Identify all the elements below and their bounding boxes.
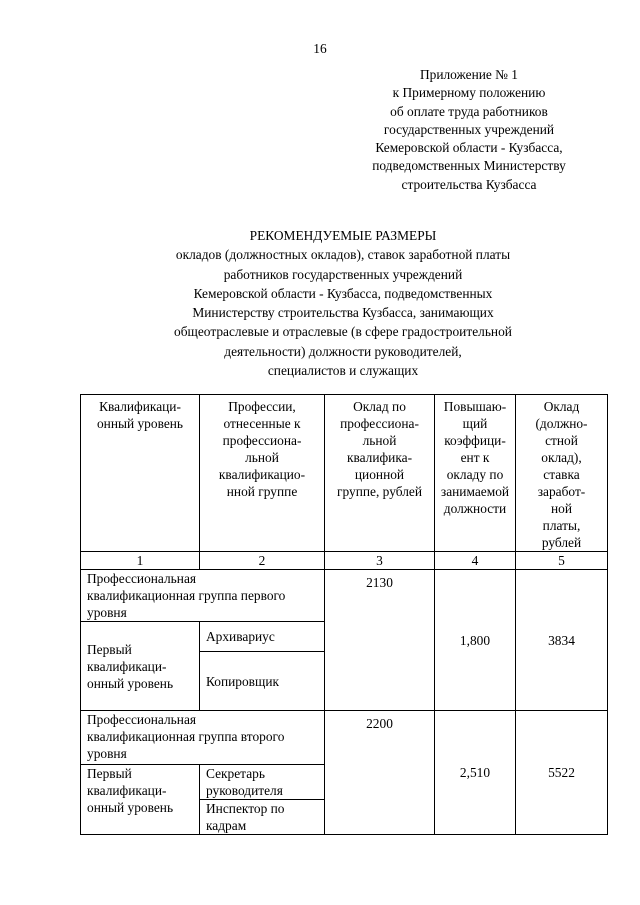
heading-line: окладов (должностных окладов), ставок заработной платы: [175, 247, 511, 263]
column-number: 4: [435, 552, 516, 570]
heading-line: Кемеровской области - Кузбасса, подведомственных: [193, 285, 493, 301]
appendix-line: строительства Кузбасса: [401, 176, 537, 192]
coefficient-cell: 1,800: [435, 570, 516, 711]
profession-cell: Инспектор по кадрам: [200, 800, 325, 835]
profession-cell: Секретарь руководителя: [200, 765, 325, 800]
header-coefficient: Повышаю- щий коэффици- ент к окладу по занимаемой должности: [435, 395, 516, 552]
header-salary: Оклад (должно- стной оклад), ставка заработ- ной платы, рублей: [516, 395, 608, 552]
table-row: [81, 711, 608, 765]
appendix-line: подведомственных Министерству: [372, 158, 566, 174]
appendix-line: Приложение № 1: [419, 67, 519, 82]
document-heading: [118, 226, 568, 380]
qualification-level-cell: Первый квалификаци- онный уровень: [81, 622, 200, 711]
appendix-line: к Примерному положению: [392, 85, 546, 101]
salary-cell: 3834: [516, 570, 608, 711]
column-number: 2: [200, 552, 325, 570]
heading-line: работников государственных учреждений: [223, 266, 463, 282]
appendix-line: об оплате труда работников: [390, 103, 548, 119]
qualification-level-cell: Первый квалификаци- онный уровень: [81, 765, 200, 835]
header-base-salary: Оклад по профессиона- льной квалифика- ционной группе, рублей: [325, 395, 435, 552]
heading-title: РЕКОМЕНДУЕМЫЕ РАЗМЕРЫ: [249, 228, 437, 243]
heading-line: деятельности) должности руководителей,: [224, 343, 462, 359]
coefficient-cell: 2,510: [435, 711, 516, 835]
header-professions: Профессии, отнесенные к профессиона- льной квалификацио- нной группе: [200, 395, 325, 552]
table-row: [81, 570, 608, 622]
column-number: 1: [81, 552, 200, 570]
header-row: [81, 395, 608, 552]
appendix-note: [346, 66, 592, 194]
column-number-row: [81, 552, 608, 570]
appendix-line: Кемеровской области - Кузбасса,: [375, 140, 563, 156]
heading-line: специалистов и служащих: [267, 363, 419, 379]
heading-line: Министерству строительства Кузбасса, занимающих: [192, 305, 494, 321]
profession-cell: Архивариус: [200, 622, 325, 652]
column-number: 5: [516, 552, 608, 570]
header-qualification-level: Квалификаци- онный уровень: [81, 395, 200, 552]
salary-cell: 5522: [516, 711, 608, 835]
appendix-line: государственных учреждений: [383, 121, 555, 137]
group-title: Профессиональная квалификационная группа второго уровня: [81, 711, 325, 765]
profession-cell: Копировщик: [200, 652, 325, 711]
salary-table: [80, 394, 608, 835]
base-salary-cell: 2130: [325, 570, 435, 711]
group-title: Профессиональная квалификационная группа первого уровня: [81, 570, 325, 622]
heading-line: общеотраслевые и отраслевые (в сфере градостроительной: [174, 324, 512, 340]
page-number: 16: [313, 41, 327, 56]
base-salary-cell: 2200: [325, 711, 435, 835]
column-number: 3: [325, 552, 435, 570]
